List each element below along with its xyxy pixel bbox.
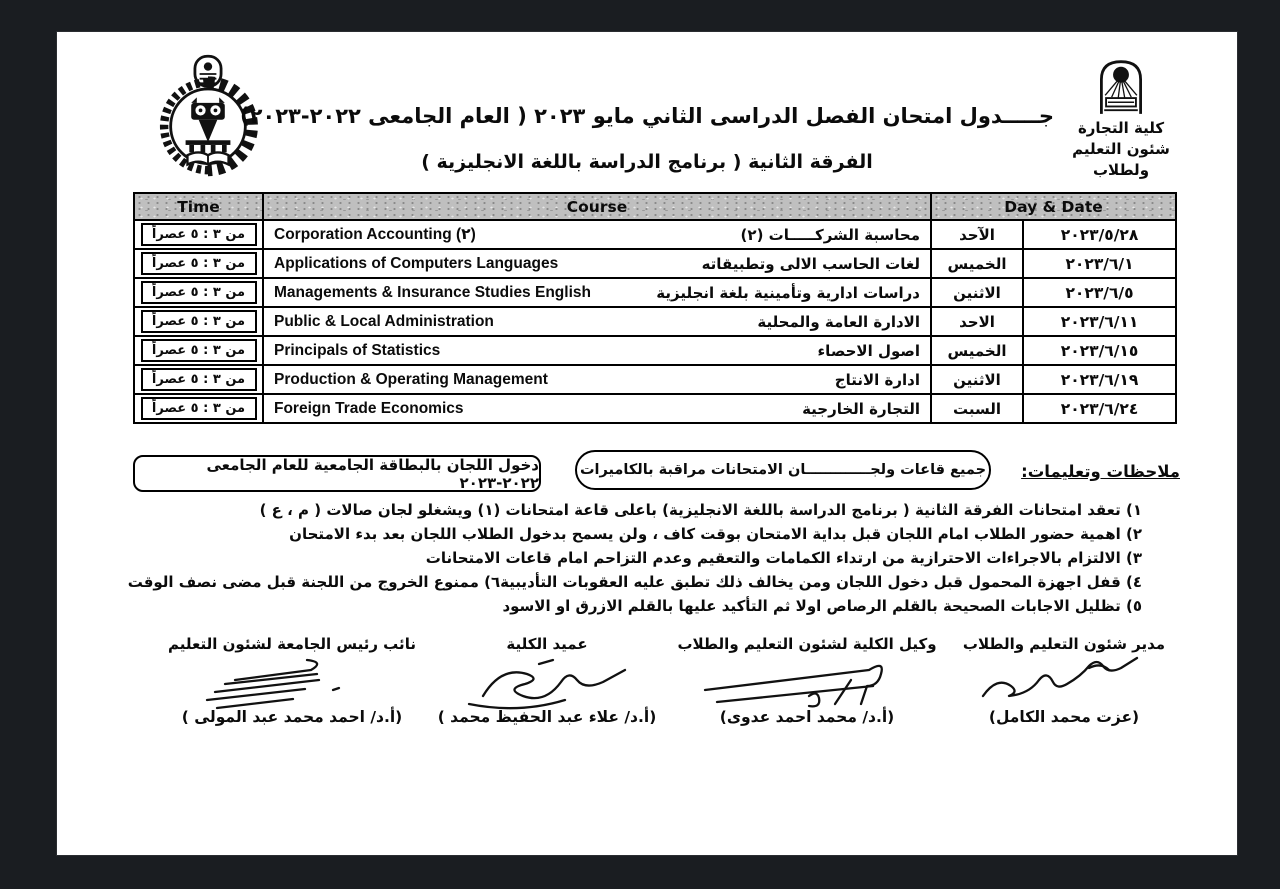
- signatory-name: (عزت محمد الكامل): [988, 708, 1140, 726]
- signature-block: [422, 634, 672, 726]
- note-item: ٥) تظليل الاجابات الصحيحة بالقلم الرصاص اولا ثم التأكيد عليها بالقلم الازرق او الاسود: [502, 597, 1142, 615]
- table-row: [134, 278, 1176, 307]
- faculty-name: كلية التجارة: [1077, 119, 1165, 137]
- exam-day: الخميس: [931, 249, 1023, 278]
- instructions-list: [127, 498, 1142, 618]
- exam-day: السبت: [931, 394, 1023, 423]
- signature-autograph-icon: [187, 656, 397, 712]
- column-header-day-date: Day & Date: [931, 193, 1176, 220]
- note-item: ١) تعقد امتحانات الفرقة الثانية ( برنامج الدراسة باللغة الانجليزية) باعلى قاعة امتحانات (١) ويشغلو لجان صالات ( م ، ع ): [259, 501, 1142, 519]
- signature-block: [934, 634, 1194, 726]
- signatory-title: نائب رئيس الجامعة لشئون التعليم: [168, 635, 416, 653]
- course-name-arabic: محاسبة الشركـــــات (٢): [740, 225, 920, 244]
- exam-time: من ٣ : ٥ عصراً: [141, 397, 257, 420]
- scanned-exam-schedule-page: [57, 32, 1237, 855]
- course-name-english: Public & Local Administration: [274, 312, 494, 330]
- signatory-title: عميد الكلية: [506, 635, 588, 653]
- column-header-course: Course: [263, 193, 931, 220]
- exam-day: الخميس: [931, 336, 1023, 365]
- exam-schedule-table: [133, 192, 1177, 424]
- exam-time: من ٣ : ٥ عصراً: [141, 223, 257, 246]
- course-name-arabic: ادارة الانتاج: [834, 370, 920, 389]
- course-name-arabic: اصول الاحصاء: [817, 341, 920, 360]
- notices-heading: ملاحظات وتعليمات:: [1021, 462, 1180, 481]
- exam-time: من ٣ : ٥ عصراً: [141, 368, 257, 391]
- signature-autograph-icon: [697, 656, 917, 712]
- exam-time: من ٣ : ٥ عصراً: [141, 281, 257, 304]
- signatory-name: (أ.د/ محمد احمد عدوى): [719, 708, 895, 726]
- signatory-title: وكيل الكلية لشئون التعليم والطلاب: [677, 635, 937, 653]
- course-name-arabic: دراسات ادارية وتأمينية بلغة انجليزية: [656, 283, 920, 302]
- course-name-english: Corporation Accounting (٢): [274, 226, 476, 243]
- exam-day: الاثنين: [931, 365, 1023, 394]
- table-row: [134, 307, 1176, 336]
- signatory-name: (أ.د/ احمد محمد عبد المولى ): [181, 708, 403, 726]
- exam-date: ٢٠٢٣/٦/٢٤: [1023, 394, 1176, 423]
- exam-time: من ٣ : ٥ عصراً: [141, 310, 257, 333]
- signatory-title: مدير شئون التعليم والطلاب: [962, 635, 1166, 653]
- signature-block: [672, 634, 942, 726]
- id-card-notice-box: دخول اللجان بالبطاقة الجامعية للعام الجامعى ٢٠٢٢-٢٠٢٣: [133, 455, 541, 492]
- course-name-english: Production & Operating Management: [274, 370, 548, 388]
- exam-day: الاحد: [931, 307, 1023, 336]
- column-header-time: Time: [134, 193, 263, 220]
- table-row: [134, 336, 1176, 365]
- exam-date: ٢٠٢٣/٦/١١: [1023, 307, 1176, 336]
- signature-block: [152, 634, 432, 726]
- course-name-english: Managements & Insurance Studies English: [274, 283, 591, 301]
- exam-day: الآحد: [931, 220, 1023, 249]
- department-name: شئون التعليم ولطلاب: [1072, 140, 1170, 179]
- signature-autograph-icon: [447, 656, 647, 712]
- exam-schedule-title: جـــــدول امتحان الفصل الدراسى الثاني مايو ٢٠٢٣ ( العام الجامعى ٢٠٢٢-٢٠٢٣): [239, 104, 1055, 128]
- exam-date: ٢٠٢٣/٦/٥: [1023, 278, 1176, 307]
- exam-time: من ٣ : ٥ عصراً: [141, 339, 257, 362]
- course-name-arabic: لغات الحاسب الالى وتطبيقاته: [701, 254, 920, 273]
- exam-date: ٢٠٢٣/٦/١: [1023, 249, 1176, 278]
- course-name-arabic: الادارة العامة والمحلية: [757, 312, 920, 331]
- exam-day: الاثنين: [931, 278, 1023, 307]
- signatory-name: (أ.د/ علاء عبد الحفيظ محمد ): [437, 708, 657, 726]
- grade-program-subtitle: الفرقة الثانية ( برنامج الدراسة باللغة الانجليزية ): [421, 151, 873, 173]
- table-row: [134, 220, 1176, 249]
- table-row: [134, 394, 1176, 423]
- course-name-english: Applications of Computers Languages: [274, 254, 559, 272]
- course-name-arabic: التجارة الخارجية: [802, 399, 920, 418]
- exam-date: ٢٠٢٣/٦/١٩: [1023, 365, 1176, 394]
- exam-date: ٢٠٢٣/٦/١٥: [1023, 336, 1176, 365]
- table-row: [134, 249, 1176, 278]
- signature-autograph-icon: [969, 656, 1159, 712]
- exam-time: من ٣ : ٥ عصراً: [141, 252, 257, 275]
- cameras-notice-box: جميع قاعات ولجـــــــــــــان الامتحانات مراقبة بالكاميرات: [575, 450, 991, 490]
- note-item: ٣) الالتزام بالاجراءات الاحترازية من ارتداء الكمامات والتعقيم وعدم التزاحم امام قاعات الامتحانات: [425, 549, 1142, 567]
- note-item: ٤) قفل اجهزة المحمول قبل دخول اللجان ومن يخالف ذلك تطبق عليه العقوبات التأديبية: [500, 573, 1142, 591]
- course-name-english: Principals of Statistics: [274, 341, 441, 359]
- exam-date: ٢٠٢٣/٥/٢٨: [1023, 220, 1176, 249]
- note-item: ٦) ممنوع الخروج من اللجنة قبل مضى نصف الوقت: [127, 573, 501, 591]
- course-name-english: Foreign Trade Economics: [274, 399, 464, 417]
- table-row: [134, 365, 1176, 394]
- table-header-row: [134, 193, 1176, 220]
- note-item: ٢) اهمية حضور الطلاب امام اللجان قبل بداية الامتحان بوقت كاف ، ولن يسمح بدخول الطلاب اللجان بعد بدء الامتحان: [289, 525, 1142, 543]
